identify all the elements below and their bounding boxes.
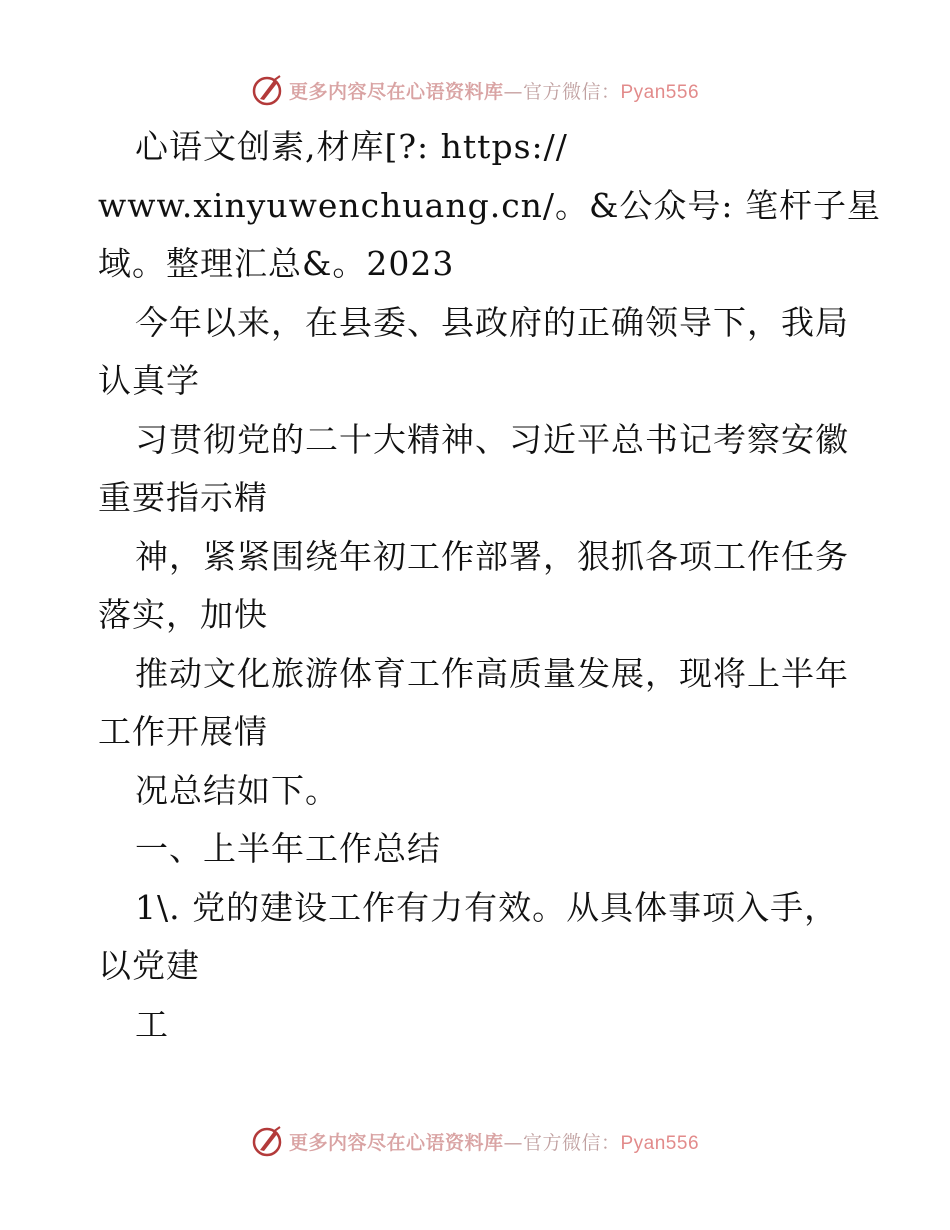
document-line: 重要指示精: [98, 478, 268, 517]
document-line: 一、上半年工作总结: [135, 829, 441, 868]
document-line: 1\. 党的建设工作有力有效。从具体事项入手，: [135, 887, 839, 927]
watermark-text: 更多内容尽在心语资料库—官方微信：Pyan556: [288, 80, 700, 103]
quill-pen-circle-icon: [251, 73, 285, 107]
document-line: 神，紧紧围绕年初工作部署，狠抓各项工作任务: [135, 536, 849, 576]
document-line: 域。整理汇总&。2023: [98, 244, 455, 283]
header-watermark: [0, 70, 950, 110]
document-line: 况总结如下。: [135, 770, 339, 810]
document-line: 推动文化旅游体育工作高质量发展，现将上半年: [135, 653, 849, 693]
document-line: 落实，加快: [98, 595, 268, 634]
watermark-text: 更多内容尽在心语资料库—官方微信：Pyan556: [288, 1131, 700, 1154]
document-line: 工作开展情: [98, 712, 268, 751]
document-line: www.xinyuwenchuang.cn/。&公众号: 笔杆子星: [98, 185, 882, 225]
document-line: 心语文创素,材库[?: https://: [135, 127, 568, 166]
quill-pen-circle-icon: [251, 1124, 285, 1158]
document-body: [98, 118, 882, 1054]
document-line: 工: [135, 1004, 169, 1044]
document-line: 习贯彻党的二十大精神、习近平总书记考察安徽: [135, 419, 849, 459]
document-line: 今年以来，在县委、县政府的正确领导下，我局: [135, 302, 849, 342]
document-line: 以党建: [98, 946, 200, 985]
document-line: 认真学: [98, 361, 200, 400]
footer-watermark: [0, 1121, 950, 1161]
